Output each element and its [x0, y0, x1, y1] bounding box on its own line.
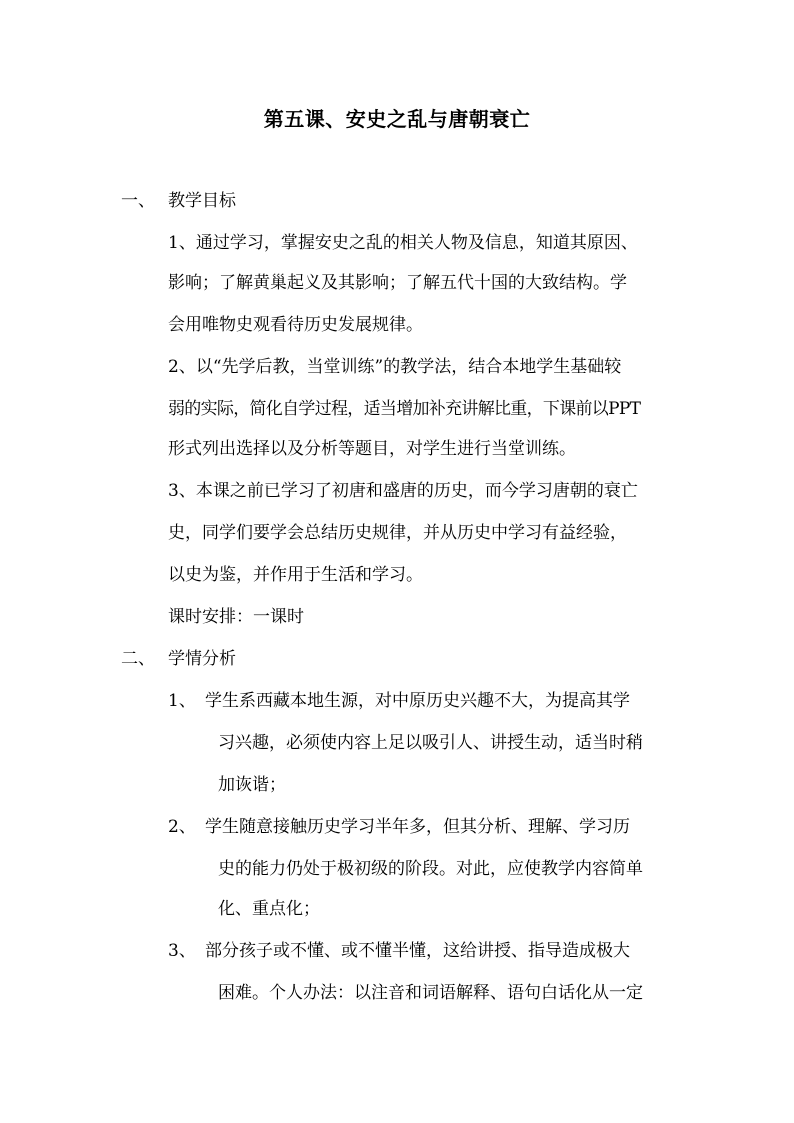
paragraph-line: 会用唯物史观看待历史发展规律。: [168, 315, 423, 335]
paragraph-line: 弱的实际，简化自学过程，适当增加补充讲解比重，下课前以PPT: [168, 399, 641, 419]
paragraph-line: 史，同学们要学会总结历史规律，并从历史中学习有益经验，: [168, 523, 627, 543]
paragraph-line: 1、通过学习，掌握安史之乱的相关人物及信息，知道其原因、: [168, 233, 638, 253]
schedule-line: 课时安排：一课时: [168, 607, 304, 627]
list-item-line: 史的能力仍处于极初级的阶段。对此，应使教学内容简单: [218, 859, 643, 879]
list-item-line: 困难。个人办法：以注音和词语解释、语句白话化从一定: [218, 983, 643, 1003]
list-item-line: 学生随意接触历史学习半年多，但其分析、理解、学习历: [205, 817, 630, 837]
section-heading: 学情分析: [168, 649, 236, 669]
list-item-line: 加诙谐；: [218, 775, 286, 795]
document-title: 第五课、安史之乱与唐朝衰亡: [263, 107, 531, 131]
paragraph-line: 形式列出选择以及分析等题目，对学生进行当堂训练。: [168, 439, 576, 459]
paragraph-line: 以史为鉴，并作用于生活和学习。: [168, 565, 423, 585]
section-number: 二、: [121, 649, 155, 669]
list-item-line: 习兴趣，必须使内容上足以吸引人、讲授生动，适当时稍: [218, 733, 643, 753]
section-number: 一、: [121, 191, 155, 211]
paragraph-line: 2、以“先学后教，当堂训练”的教学法，结合本地学生基础较: [168, 357, 622, 377]
list-item-line: 学生系西藏本地生源，对中原历史兴趣不大，为提高其学: [205, 691, 630, 711]
section-heading: 教学目标: [168, 191, 236, 211]
list-item-number: 3、: [168, 941, 196, 961]
list-item-line: 部分孩子或不懂、或不懂半懂，这给讲授、指导造成极大: [205, 941, 630, 961]
paragraph-line: 3、本课之前已学习了初唐和盛唐的历史，而今学习唐朝的衰亡: [168, 481, 638, 501]
list-item-number: 2、: [168, 817, 196, 837]
list-item-number: 1、: [168, 691, 196, 711]
paragraph-line: 影响；了解黄巢起义及其影响；了解五代十国的大致结构。学: [168, 273, 627, 293]
list-item-line: 化、重点化；: [218, 899, 320, 919]
